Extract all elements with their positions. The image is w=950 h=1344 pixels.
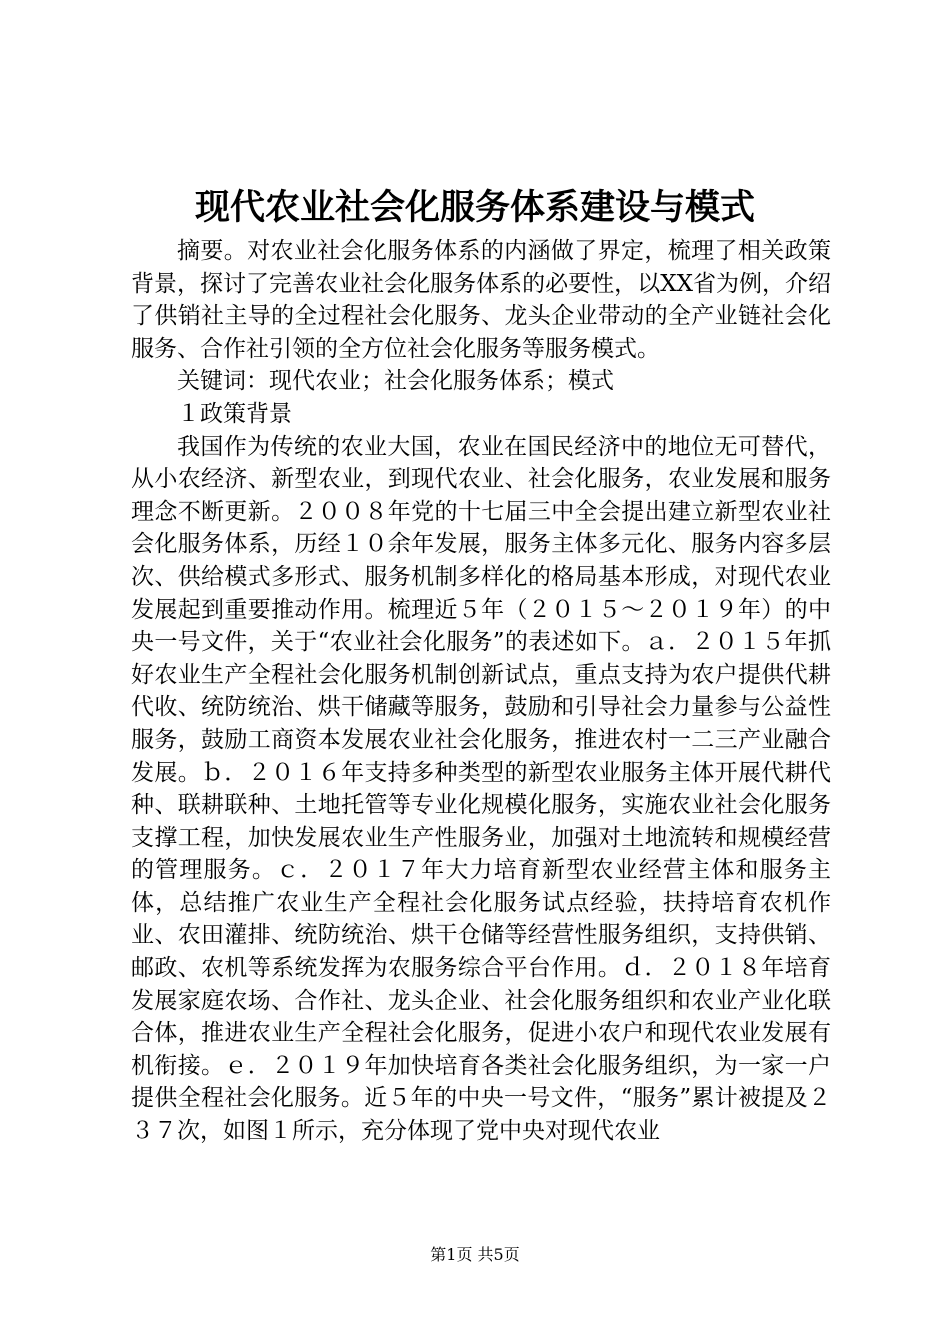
body-paragraph: 我国作为传统的农业大国，农业在国民经济中的地位无可替代，从小农经济、新型农业，到现代农业、社会化服务，农业发展和服务理念不断更新。２００８年党的十七届三中全会提出建立新型农业社会化服务体系，历经１０余年发展，服务主体多元化、服务内容多层次、供给模式多形式、服务机制多样化的格局基本形成，对现代农业发展起到重要推动作用。梳理近５年（２０１５～２０１９年）的中央一号文件，关于“农业社会化服务”的表述如下。ａ．２０１５年抓好农业生产全程社会化服务机制创新试点，重点支持为农户提供代耕代收、统防统治、烘干储藏等服务，鼓励和引导社会力量参与公益性服务，鼓励工商资本发展农业社会化服务，推进农村一二三产业融合发展。ｂ．２０１６年支持多种类型的新型农业服务主体开展代耕代种、联耕联种、土地托管等专业化规模化服务，实施农业社会化服务支撑工程，加快发展农业生产性服务业，加强对土地流转和规模经营的管理服务。ｃ．２０１７年大力培育新型农业经营主体和服务主体，总结推广农业生产全程社会化服务试点经验，扶持培育农机作业、农田灌排、统防统治、烘干仓储等经营性服务组织，支持供销、邮政、农机等系统发挥为农服务综合平台作用。ｄ．２０１８年培育发展家庭农场、合作社、龙头企业、社会化服务组织和农业产业化联合体，推进农业生产全程社会化服务，促进小农户和现代农业发展有机衔接。ｅ．２０１９年加快培育各类社会化服务组织，为一家一户提供全程社会化服务。近５年的中央一号文件，“服务”累计被提及２３７次，如图１所示，充分体现了党中央对现代农业: [131, 433, 831, 1145]
keywords-line: 关键词：现代农业；社会化服务体系；模式: [177, 368, 614, 395]
abstract-paragraph: 摘要。对农业社会化服务体系的内涵做了界定，梳理了相关政策背景，探讨了完善农业社会化服务体系的必要性，以XX省为例，介绍了供销社主导的全过程社会化服务、龙头企业带动的全产业链社会化服务、合作社引领的全方位社会化服务等服务模式。: [131, 238, 831, 362]
document-body: [131, 235, 831, 1148]
document-title: 现代农业社会化服务体系建设与模式: [194, 188, 755, 228]
section-heading: １政策背景: [177, 400, 292, 427]
page-number-footer: 第1页 共5页: [430, 1245, 520, 1264]
